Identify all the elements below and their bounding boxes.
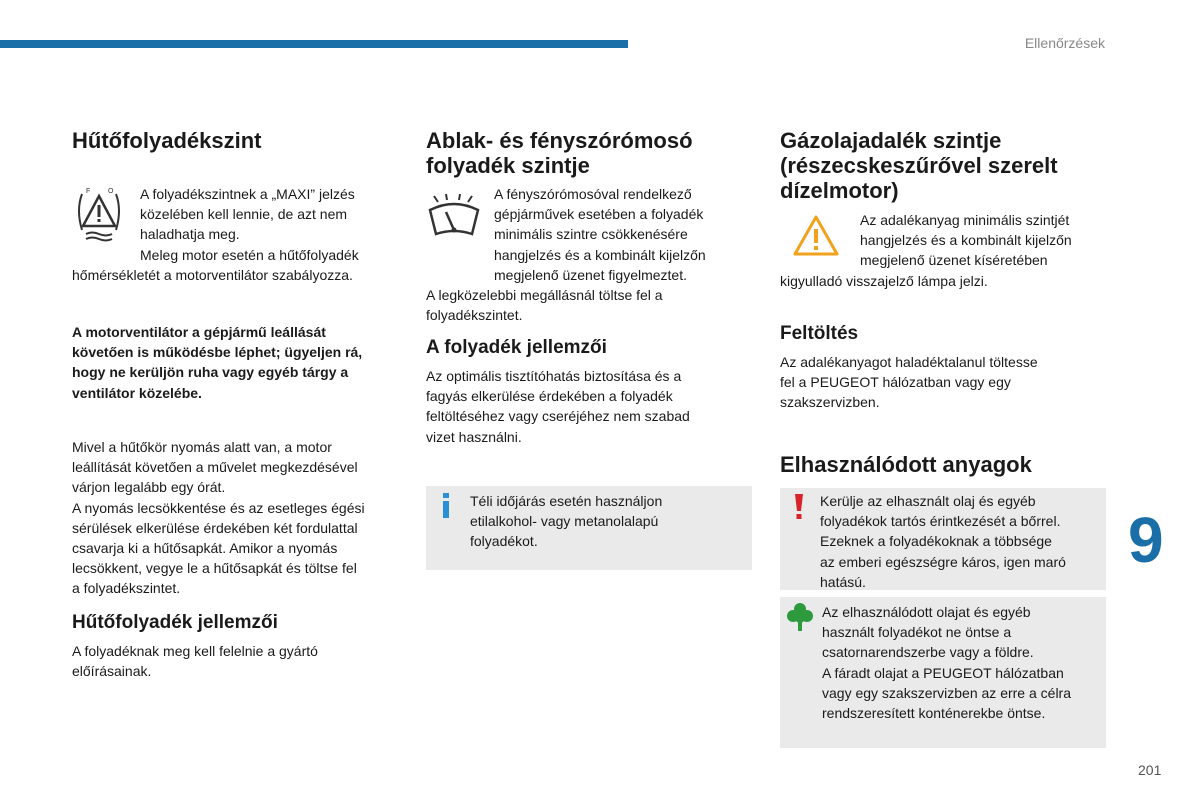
svg-text:F: F [86,188,91,195]
danger-note-text: Kerülje az elhasznált olaj és egyéb folyadékok tartós érintkezését a bőrrel. Ezeknek a folyadékoknak a többsége az emberi egészségre káros, igen maró hatású. [820,493,1066,590]
coolant-spec-text: A folyadéknak meg kell felelnie a gyártó előírásainak. [72,643,318,680]
section-label: Ellenőrzések [1024,35,1105,51]
additive-intro: Az adalékanyag minimális szintjét hangjelzés és a kombinált kijelzőn megjelenő üzenet kíséretében [860,212,1072,269]
page-number: 201 [1138,762,1162,778]
header-accent-bar [0,40,628,48]
fan-warning-text: A motorventilátor a gépjármű leállását követően is működésbe léphet; ügyeljen rá, hogy ne kerüljön ruha vagy egyéb tárgy a ventilátor közelébe. [72,324,363,401]
coolant-spec-title: Hűtőfolyadék jellemzői [72,612,278,633]
used-materials-title: Elhasználódott anyagok [780,452,1032,477]
coolant-title: Hűtőfolyadékszint [72,128,262,153]
washer-spec-text: Az optimális tisztítóhatás biztosítása és a fagyás elkerülése érdekében a folyadék feltöltéséhez vagy cseréjéhez nem szabad vizet használni. [426,368,690,445]
coolant-warning-icon [72,186,126,244]
svg-text:O: O [108,188,114,195]
refill-text: Az adalékanyagot haladéktalanul töltesse fel a PEUGEOT hálózatban vagy egy szakszervizben. [780,354,1038,411]
washer-spec-title: A folyadék jellemzői [426,337,607,358]
exclamation-icon [792,493,806,521]
eco-tree-icon [786,602,814,632]
washer-title: Ablak- és fényszórómosó folyadék szintje [426,128,693,178]
chapter-number: 9 [1128,504,1164,576]
washer-intro-cont: A legközelebbi megállásnál töltse fel a folyadékszintet. [426,287,663,324]
eco-note-text: Az elhasználódott olajat és egyéb használt folyadékot ne öntse a csatornarendszerbe vagy a földre. A fáradt olajat a PEUGEOT hálózatban vagy egy szakszervizben az erre a célra rendszeresített konténerekbe öntse. [822,604,1071,722]
coolant-intro-cont: hőmérsékletét a motorventilátor szabályozza. [72,267,353,283]
additive-intro-cont: kigyulladó visszajelző lámpa jelzi. [780,273,988,289]
info-note-text: Téli időjárás esetén használjon etilalkohol- vagy metanolalapú folyadékot. [470,493,663,550]
washer-intro: A fényszórómosóval rendelkező gépjárművek esetében a folyadék minimális szintre csökkenésére hangjelzés és a kombinált kijelzőn megjelenő üzenet figyelmeztet. [494,186,706,283]
coolant-intro: A folyadékszintnek a „MAXI” jelzés közelében kell lennie, de azt nem haladhatja meg. Meleg motor esetén a hűtőfolyadék [140,186,359,263]
pressure-text: Mivel a hűtőkör nyomás alatt van, a motor leállítását követően a művelet megkezdésével várjon legalább egy órát. A nyomás lecsökkentése és az esetleges égési sérülések elkerülése érdekében két fordulattal csavarja ki a hűtősapkát. Amikor a nyomás lecsökkent, vegye le a hűtősapkát és töltse fel a folyadékszintet. [72,439,365,597]
refill-title: Feltöltés [780,323,859,344]
washer-fluid-icon [426,190,482,242]
additive-title: Gázolajadalék szintje (részecskeszűrővel szerelt dízelmotor) [780,128,1058,203]
warning-triangle-icon [792,214,840,258]
info-icon [438,492,454,520]
